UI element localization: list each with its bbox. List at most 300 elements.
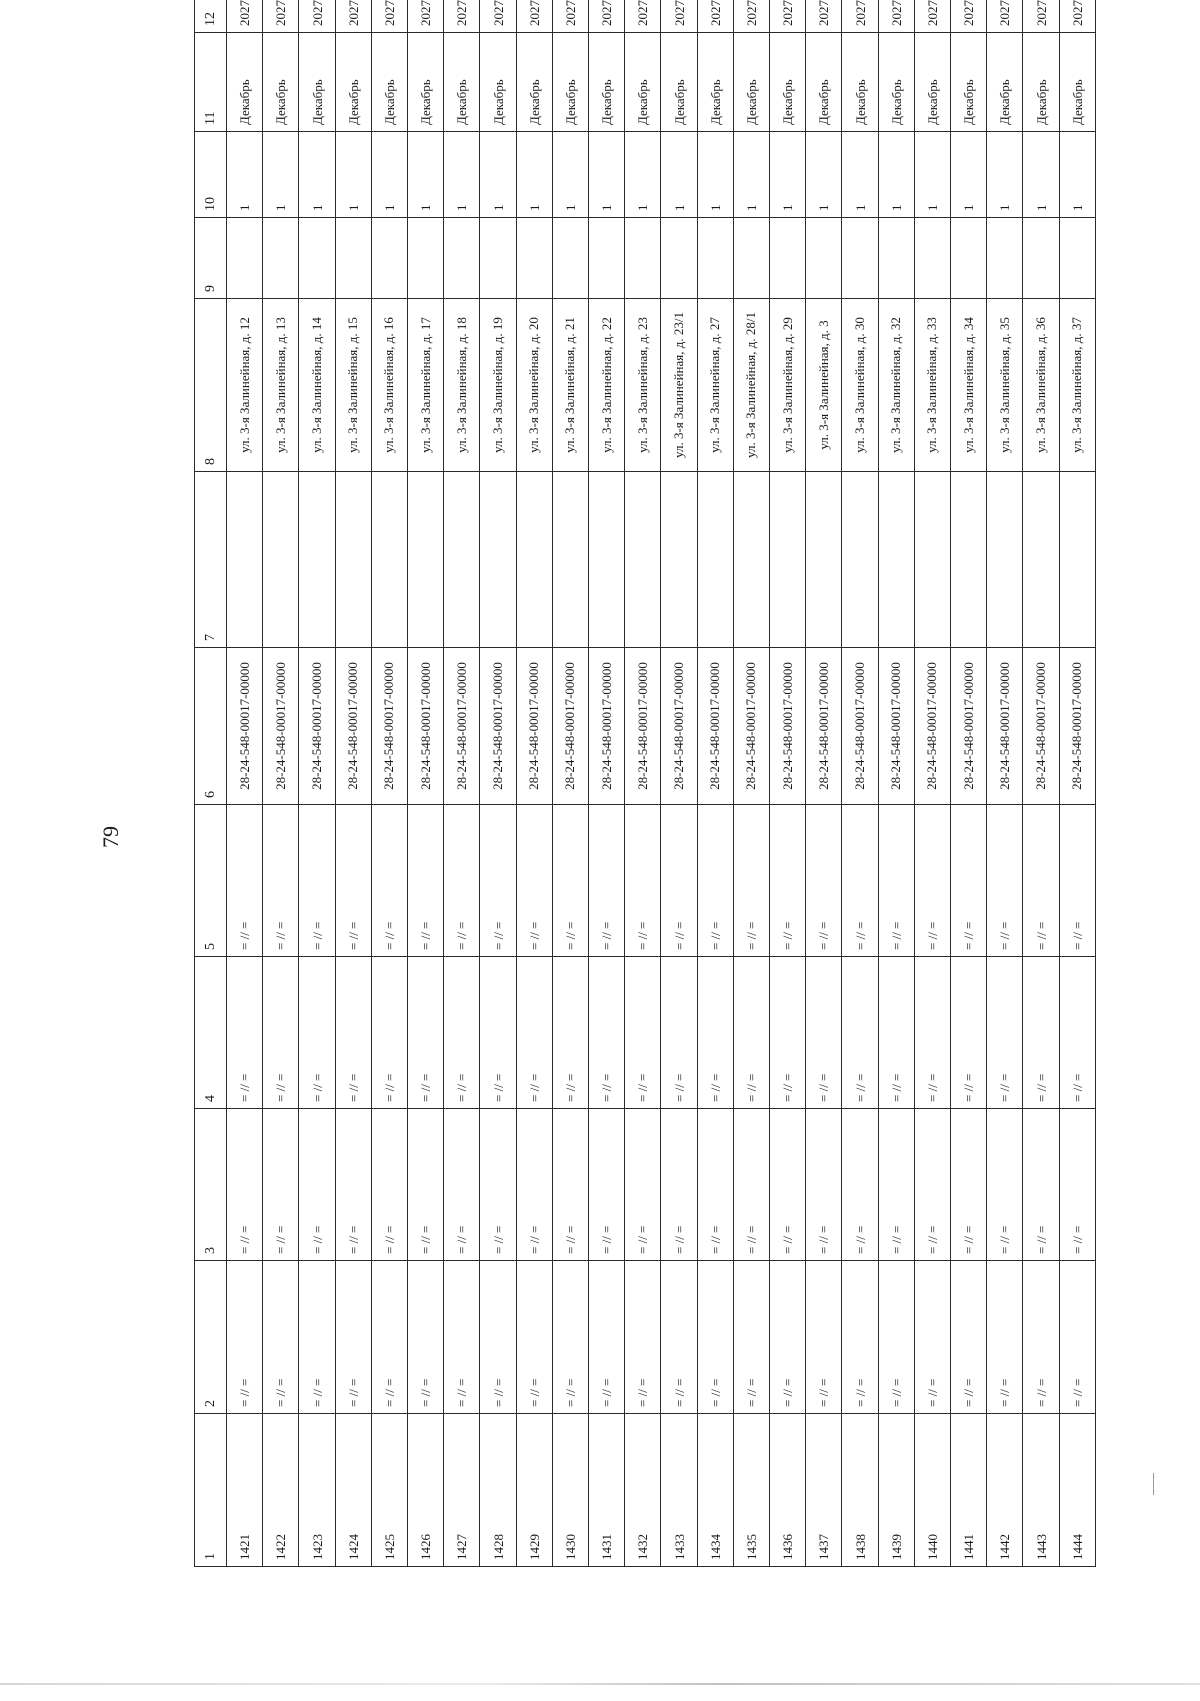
quantity: 1 [914, 132, 950, 218]
cell-col-4: = // = [552, 957, 588, 1109]
quantity: 1 [480, 132, 516, 218]
address: ул. 3-я Залинейная, д. 32 [878, 299, 914, 472]
year: 2027 [733, 0, 769, 33]
quantity: 1 [770, 132, 806, 218]
address: ул. 3-я Залинейная, д. 21 [552, 299, 588, 472]
row-number: 1442 [987, 1414, 1023, 1567]
cell-col-7 [625, 472, 661, 648]
cell-col-2: = // = [552, 1261, 588, 1414]
cell-col-7 [733, 472, 769, 648]
header-col-7: 7 [195, 472, 227, 648]
table-row [733, 0, 769, 1567]
cadastral-number: 28-24-548-00017-00000 [444, 648, 480, 805]
cell-col-2: = // = [625, 1261, 661, 1414]
month: Декабрь [951, 33, 987, 132]
cell-col-3: = // = [408, 1109, 444, 1261]
year: 2027 [661, 0, 697, 33]
row-number: 1434 [697, 1414, 733, 1567]
month: Декабрь [987, 33, 1023, 132]
quantity: 1 [589, 132, 625, 218]
table-row [1059, 0, 1095, 1567]
cell-col-5: = // = [299, 805, 335, 957]
address: ул. 3-я Залинейная, д. 13 [263, 299, 299, 472]
table-row [806, 0, 842, 1567]
cell-col-4: = // = [914, 957, 950, 1109]
table-row [480, 0, 516, 1567]
cell-col-4: = // = [227, 957, 263, 1109]
cadastral-number: 28-24-548-00017-00000 [263, 648, 299, 805]
cell-col-5: = // = [770, 805, 806, 957]
cell-col-7 [263, 472, 299, 648]
row-number: 1429 [516, 1414, 552, 1567]
month: Декабрь [661, 33, 697, 132]
address: ул. 3-я Залинейная, д. 34 [951, 299, 987, 472]
scan-artifact-mark [1153, 1473, 1154, 1495]
cell-col-5: = // = [733, 805, 769, 957]
cell-col-7 [480, 472, 516, 648]
cell-col-4: = // = [516, 957, 552, 1109]
row-number: 1433 [661, 1414, 697, 1567]
header-col-6: 6 [195, 648, 227, 805]
quantity: 1 [1023, 132, 1059, 218]
cell-col-2: = // = [263, 1261, 299, 1414]
cell-col-4: = // = [335, 957, 371, 1109]
table-row [227, 0, 263, 1567]
table-row [625, 0, 661, 1567]
row-number: 1440 [914, 1414, 950, 1567]
cell-col-4: = // = [480, 957, 516, 1109]
cell-col-2: = // = [806, 1261, 842, 1414]
quantity: 1 [625, 132, 661, 218]
cadastral-number: 28-24-548-00017-00000 [1059, 648, 1095, 805]
cell-col-5: = // = [878, 805, 914, 957]
address: ул. 3-я Залинейная, д. 23/1 [661, 299, 697, 472]
table-row [1023, 0, 1059, 1567]
scan-artifact-line [0, 1683, 1200, 1685]
cell-col-5: = // = [987, 805, 1023, 957]
table-row [408, 0, 444, 1567]
year: 2027 [625, 0, 661, 33]
cell-col-4: = // = [1023, 957, 1059, 1109]
cell-col-3: = // = [299, 1109, 335, 1261]
month: Декабрь [770, 33, 806, 132]
address: ул. 3-я Залинейная, д. 35 [987, 299, 1023, 472]
cell-col-7 [951, 472, 987, 648]
cell-col-4: = // = [299, 957, 335, 1109]
cadastral-number: 28-24-548-00017-00000 [408, 648, 444, 805]
year: 2027 [335, 0, 371, 33]
cell-col-5: = // = [371, 805, 407, 957]
table-row [842, 0, 878, 1567]
address: ул. 3-я Залинейная, д. 30 [842, 299, 878, 472]
cell-col-4: = // = [806, 957, 842, 1109]
quantity: 1 [227, 132, 263, 218]
address: ул. 3-я Залинейная, д. 19 [480, 299, 516, 472]
cell-col-2: = // = [299, 1261, 335, 1414]
cell-col-4: = // = [263, 957, 299, 1109]
table-row [263, 0, 299, 1567]
row-number: 1437 [806, 1414, 842, 1567]
cell-col-4: = // = [661, 957, 697, 1109]
header-col-8: 8 [195, 299, 227, 472]
cell-col-2: = // = [733, 1261, 769, 1414]
row-number: 1432 [625, 1414, 661, 1567]
cadastral-number: 28-24-548-00017-00000 [697, 648, 733, 805]
year: 2027 [480, 0, 516, 33]
address: ул. 3-я Залинейная, д. 12 [227, 299, 263, 472]
address: ул. 3-я Залинейная, д. 18 [444, 299, 480, 472]
address: ул. 3-я Залинейная, д. 36 [1023, 299, 1059, 472]
header-col-5: 5 [195, 805, 227, 957]
quantity: 1 [697, 132, 733, 218]
cell-col-3: = // = [625, 1109, 661, 1261]
cell-col-2: = // = [951, 1261, 987, 1414]
cell-col-5: = // = [1023, 805, 1059, 957]
cell-col-2: = // = [227, 1261, 263, 1414]
cell-col-9 [661, 218, 697, 299]
quantity: 1 [661, 132, 697, 218]
month: Декабрь [589, 33, 625, 132]
month: Декабрь [878, 33, 914, 132]
cell-col-9 [951, 218, 987, 299]
header-col-4: 4 [195, 957, 227, 1109]
year: 2027 [806, 0, 842, 33]
table-row [914, 0, 950, 1567]
cell-col-9 [263, 218, 299, 299]
cell-col-2: = // = [842, 1261, 878, 1414]
table-row [951, 0, 987, 1567]
year: 2027 [299, 0, 335, 33]
cell-col-9 [299, 218, 335, 299]
row-number: 1439 [878, 1414, 914, 1567]
cell-col-2: = // = [914, 1261, 950, 1414]
page-number: 79 [98, 826, 123, 848]
address: ул. 3-я Залинейная, д. 23 [625, 299, 661, 472]
cadastral-number: 28-24-548-00017-00000 [878, 648, 914, 805]
header-col-3: 3 [195, 1109, 227, 1261]
cell-col-7 [371, 472, 407, 648]
month: Декабрь [733, 33, 769, 132]
header-col-2: 2 [195, 1261, 227, 1414]
year: 2027 [697, 0, 733, 33]
year: 2027 [552, 0, 588, 33]
month: Декабрь [480, 33, 516, 132]
cell-col-2: = // = [408, 1261, 444, 1414]
quantity: 1 [371, 132, 407, 218]
cell-col-7 [589, 472, 625, 648]
quantity: 1 [878, 132, 914, 218]
cell-col-7 [408, 472, 444, 648]
cell-col-7 [987, 472, 1023, 648]
cell-col-5: = // = [589, 805, 625, 957]
row-number: 1431 [589, 1414, 625, 1567]
cell-col-7 [806, 472, 842, 648]
address: ул. 3-я Залинейная, д. 28/1 [733, 299, 769, 472]
cell-col-9 [1023, 218, 1059, 299]
month: Декабрь [806, 33, 842, 132]
table-row [552, 0, 588, 1567]
table-body [227, 0, 1096, 1567]
quantity: 1 [335, 132, 371, 218]
cell-col-2: = // = [697, 1261, 733, 1414]
cell-col-5: = // = [444, 805, 480, 957]
row-number: 1438 [842, 1414, 878, 1567]
quantity: 1 [987, 132, 1023, 218]
cell-col-7 [516, 472, 552, 648]
year: 2027 [987, 0, 1023, 33]
cadastral-number: 28-24-548-00017-00000 [951, 648, 987, 805]
row-number: 1444 [1059, 1414, 1095, 1567]
row-number: 1425 [371, 1414, 407, 1567]
quantity: 1 [806, 132, 842, 218]
year: 2027 [444, 0, 480, 33]
cell-col-7 [661, 472, 697, 648]
cadastral-number: 28-24-548-00017-00000 [661, 648, 697, 805]
address: ул. 3-я Залинейная, д. 3 [806, 299, 842, 472]
table-row [335, 0, 371, 1567]
cell-col-7 [842, 472, 878, 648]
cell-col-5: = // = [516, 805, 552, 957]
cadastral-number: 28-24-548-00017-00000 [371, 648, 407, 805]
row-number: 1427 [444, 1414, 480, 1567]
cell-col-7 [770, 472, 806, 648]
month: Декабрь [335, 33, 371, 132]
month: Декабрь [444, 33, 480, 132]
address: ул. 3-я Залинейная, д. 22 [589, 299, 625, 472]
cell-col-4: = // = [371, 957, 407, 1109]
table-row [661, 0, 697, 1567]
cell-col-3: = // = [1059, 1109, 1095, 1261]
year: 2027 [842, 0, 878, 33]
cell-col-9 [480, 218, 516, 299]
month: Декабрь [263, 33, 299, 132]
cadastral-number: 28-24-548-00017-00000 [335, 648, 371, 805]
header-col-12: 12 [195, 0, 227, 33]
month: Декабрь [227, 33, 263, 132]
cell-col-4: = // = [589, 957, 625, 1109]
cell-col-4: = // = [444, 957, 480, 1109]
cell-col-9 [552, 218, 588, 299]
quantity: 1 [299, 132, 335, 218]
cell-col-9 [335, 218, 371, 299]
cell-col-3: = // = [589, 1109, 625, 1261]
cadastral-number: 28-24-548-00017-00000 [1023, 648, 1059, 805]
cell-col-9 [444, 218, 480, 299]
row-number: 1423 [299, 1414, 335, 1567]
cell-col-9 [770, 218, 806, 299]
cell-col-3: = // = [480, 1109, 516, 1261]
cell-col-9 [697, 218, 733, 299]
cadastral-number: 28-24-548-00017-00000 [480, 648, 516, 805]
cell-col-3: = // = [516, 1109, 552, 1261]
row-number: 1424 [335, 1414, 371, 1567]
cell-col-5: = // = [951, 805, 987, 957]
month: Декабрь [1023, 33, 1059, 132]
quantity: 1 [842, 132, 878, 218]
header-col-10: 10 [195, 132, 227, 218]
address: ул. 3-я Залинейная, д. 17 [408, 299, 444, 472]
cell-col-2: = // = [661, 1261, 697, 1414]
row-number: 1428 [480, 1414, 516, 1567]
cell-col-3: = // = [842, 1109, 878, 1261]
table-row [589, 0, 625, 1567]
quantity: 1 [951, 132, 987, 218]
cadastral-number: 28-24-548-00017-00000 [299, 648, 335, 805]
cell-col-4: = // = [951, 957, 987, 1109]
cadastral-number: 28-24-548-00017-00000 [552, 648, 588, 805]
cell-col-5: = // = [1059, 805, 1095, 957]
cell-col-7 [227, 472, 263, 648]
cell-col-4: = // = [770, 957, 806, 1109]
cell-col-3: = // = [733, 1109, 769, 1261]
cell-col-4: = // = [878, 957, 914, 1109]
cell-col-3: = // = [227, 1109, 263, 1261]
cell-col-7 [1023, 472, 1059, 648]
cell-col-2: = // = [516, 1261, 552, 1414]
cell-col-2: = // = [878, 1261, 914, 1414]
cadastral-number: 28-24-548-00017-00000 [914, 648, 950, 805]
year: 2027 [516, 0, 552, 33]
cell-col-2: = // = [589, 1261, 625, 1414]
cell-col-7 [878, 472, 914, 648]
cell-col-9 [914, 218, 950, 299]
cell-col-4: = // = [408, 957, 444, 1109]
cell-col-5: = // = [263, 805, 299, 957]
cell-col-2: = // = [335, 1261, 371, 1414]
registry-table [194, 0, 1096, 1567]
month: Декабрь [625, 33, 661, 132]
cell-col-7 [552, 472, 588, 648]
cell-col-3: = // = [661, 1109, 697, 1261]
cell-col-5: = // = [408, 805, 444, 957]
cadastral-number: 28-24-548-00017-00000 [987, 648, 1023, 805]
cell-col-5: = // = [335, 805, 371, 957]
cell-col-9 [987, 218, 1023, 299]
year: 2027 [951, 0, 987, 33]
month: Декабрь [842, 33, 878, 132]
cell-col-7 [914, 472, 950, 648]
header-col-1: 1 [195, 1414, 227, 1567]
cell-col-5: = // = [697, 805, 733, 957]
table-row [697, 0, 733, 1567]
cell-col-3: = // = [951, 1109, 987, 1261]
cell-col-3: = // = [1023, 1109, 1059, 1261]
cadastral-number: 28-24-548-00017-00000 [227, 648, 263, 805]
cell-col-3: = // = [371, 1109, 407, 1261]
cadastral-number: 28-24-548-00017-00000 [589, 648, 625, 805]
year: 2027 [770, 0, 806, 33]
table-row [878, 0, 914, 1567]
row-number: 1430 [552, 1414, 588, 1567]
cell-col-3: = // = [552, 1109, 588, 1261]
quantity: 1 [516, 132, 552, 218]
year: 2027 [227, 0, 263, 33]
row-number: 1422 [263, 1414, 299, 1567]
cell-col-9 [227, 218, 263, 299]
cell-col-9 [1059, 218, 1095, 299]
cadastral-number: 28-24-548-00017-00000 [733, 648, 769, 805]
year: 2027 [878, 0, 914, 33]
cell-col-9 [806, 218, 842, 299]
address: ул. 3-я Залинейная, д. 37 [1059, 299, 1095, 472]
cell-col-2: = // = [371, 1261, 407, 1414]
year: 2027 [1023, 0, 1059, 33]
cell-col-4: = // = [987, 957, 1023, 1109]
address: ул. 3-я Залинейная, д. 27 [697, 299, 733, 472]
quantity: 1 [444, 132, 480, 218]
header-col-9: 9 [195, 218, 227, 299]
cell-col-9 [516, 218, 552, 299]
cell-col-5: = // = [661, 805, 697, 957]
cell-col-3: = // = [444, 1109, 480, 1261]
cell-col-3: = // = [770, 1109, 806, 1261]
table-row [987, 0, 1023, 1567]
cell-col-9 [371, 218, 407, 299]
cell-col-9 [842, 218, 878, 299]
cell-col-2: = // = [770, 1261, 806, 1414]
cell-col-5: = // = [552, 805, 588, 957]
cell-col-7 [299, 472, 335, 648]
cell-col-2: = // = [987, 1261, 1023, 1414]
table-row [299, 0, 335, 1567]
quantity: 1 [263, 132, 299, 218]
address: ул. 3-я Залинейная, д. 20 [516, 299, 552, 472]
year: 2027 [914, 0, 950, 33]
row-number: 1421 [227, 1414, 263, 1567]
address: ул. 3-я Залинейная, д. 33 [914, 299, 950, 472]
cell-col-2: = // = [444, 1261, 480, 1414]
cell-col-5: = // = [227, 805, 263, 957]
cell-col-5: = // = [480, 805, 516, 957]
month: Декабрь [299, 33, 335, 132]
cell-col-5: = // = [842, 805, 878, 957]
month: Декабрь [552, 33, 588, 132]
cell-col-4: = // = [1059, 957, 1095, 1109]
row-number: 1435 [733, 1414, 769, 1567]
cell-col-7 [335, 472, 371, 648]
address: ул. 3-я Залинейная, д. 15 [335, 299, 371, 472]
year: 2027 [1059, 0, 1095, 33]
cell-col-3: = // = [697, 1109, 733, 1261]
month: Декабрь [371, 33, 407, 132]
cadastral-number: 28-24-548-00017-00000 [842, 648, 878, 805]
row-number: 1443 [1023, 1414, 1059, 1567]
table-row [770, 0, 806, 1567]
cell-col-4: = // = [842, 957, 878, 1109]
month: Декабрь [914, 33, 950, 132]
cell-col-3: = // = [987, 1109, 1023, 1261]
row-number: 1436 [770, 1414, 806, 1567]
cell-col-4: = // = [697, 957, 733, 1109]
cadastral-number: 28-24-548-00017-00000 [806, 648, 842, 805]
cell-col-9 [408, 218, 444, 299]
row-number: 1441 [951, 1414, 987, 1567]
header-row [195, 0, 227, 1567]
cell-col-9 [878, 218, 914, 299]
cell-col-5: = // = [806, 805, 842, 957]
address: ул. 3-я Залинейная, д. 14 [299, 299, 335, 472]
table-row [371, 0, 407, 1567]
cell-col-4: = // = [625, 957, 661, 1109]
cell-col-3: = // = [878, 1109, 914, 1261]
cell-col-3: = // = [914, 1109, 950, 1261]
cell-col-4: = // = [733, 957, 769, 1109]
year: 2027 [371, 0, 407, 33]
address: ул. 3-я Залинейная, д. 16 [371, 299, 407, 472]
cell-col-3: = // = [806, 1109, 842, 1261]
cell-col-2: = // = [1023, 1261, 1059, 1414]
table-row [516, 0, 552, 1567]
